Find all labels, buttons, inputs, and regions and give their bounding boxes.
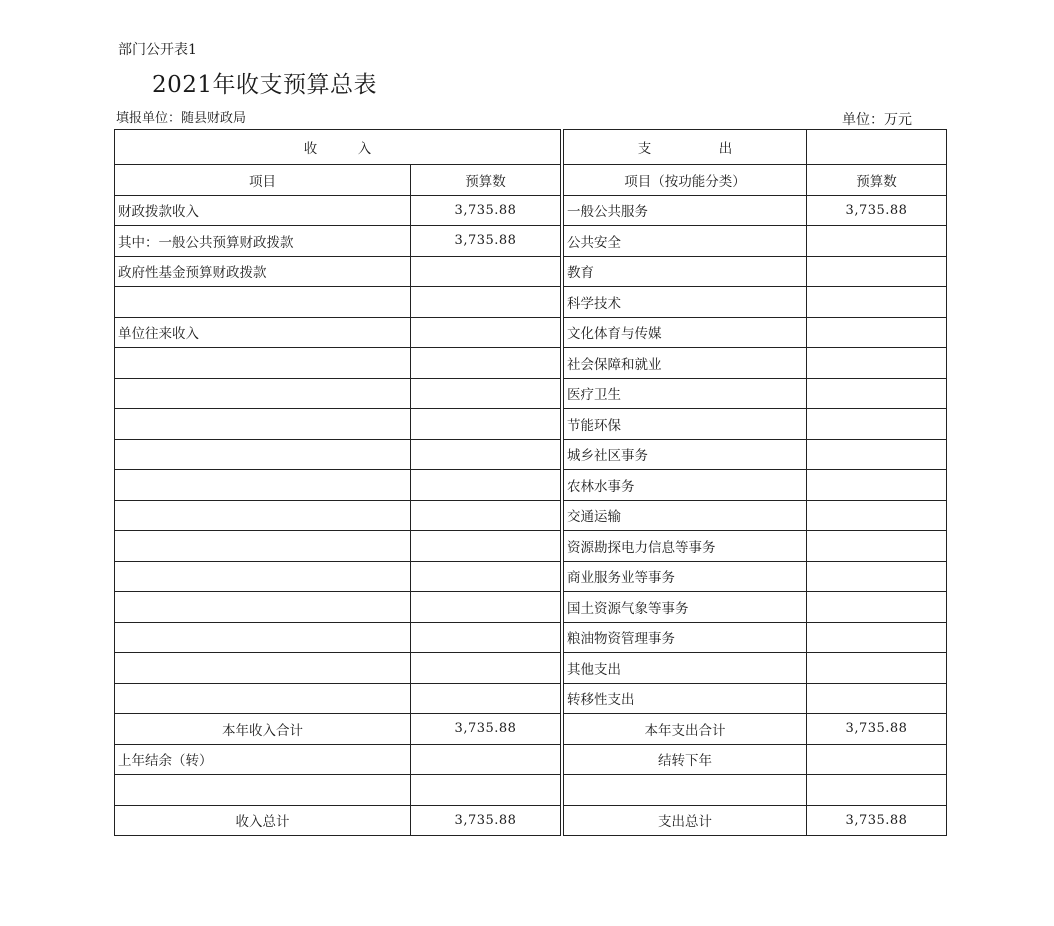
income-item <box>115 439 411 470</box>
expense-item: 城乡社区事务 <box>564 439 807 470</box>
expense-item: 国土资源气象等事务 <box>564 592 807 623</box>
table-row <box>115 256 947 287</box>
income-item <box>115 561 411 592</box>
income-amount <box>411 348 561 379</box>
income-item <box>115 287 411 318</box>
income-item <box>115 348 411 379</box>
income-amount <box>411 622 561 653</box>
expense-item: 科学技术 <box>564 287 807 318</box>
table-row <box>115 622 947 653</box>
expense-item: 节能环保 <box>564 409 807 440</box>
prev-year-balance-amount <box>411 744 561 775</box>
expense-amount: 3,735.88 <box>807 195 947 226</box>
year-income-total-label: 本年收入合计 <box>115 714 411 745</box>
expense-amount <box>807 256 947 287</box>
expense-item: 农林水事务 <box>564 470 807 501</box>
currency-unit: 单位：万元 <box>842 112 912 128</box>
expense-item: 转移性支出 <box>564 683 807 714</box>
income-amount <box>411 409 561 440</box>
income-item <box>115 653 411 684</box>
expense-amount <box>807 683 947 714</box>
blank-row <box>115 775 947 806</box>
carry-forward-amount <box>807 744 947 775</box>
table-row <box>115 409 947 440</box>
year-expense-total-amount: 3,735.88 <box>807 714 947 745</box>
income-item <box>115 378 411 409</box>
table-row <box>115 317 947 348</box>
income-item: 其中：一般公共预算财政拨款 <box>115 226 411 257</box>
income-amount <box>411 683 561 714</box>
expense-amount <box>807 378 947 409</box>
expense-amount <box>807 653 947 684</box>
expense-amount <box>807 348 947 379</box>
year-expense-total-label: 本年支出合计 <box>564 714 807 745</box>
expense-amount <box>807 622 947 653</box>
column-header-row <box>115 165 947 196</box>
expense-amount <box>807 226 947 257</box>
income-amount <box>411 317 561 348</box>
expense-grand-total-amount: 3,735.88 <box>807 805 947 836</box>
table-row <box>115 195 947 226</box>
table-row <box>115 439 947 470</box>
expense-item: 交通运输 <box>564 500 807 531</box>
income-amount <box>411 287 561 318</box>
income-amount <box>411 439 561 470</box>
income-item <box>115 622 411 653</box>
expense-amount <box>807 317 947 348</box>
table-row <box>115 500 947 531</box>
page-title: 2021年收支预算总表 <box>152 72 378 98</box>
table-row <box>115 561 947 592</box>
prev-year-balance-label: 上年结余（转） <box>115 744 411 775</box>
expense-amount <box>807 439 947 470</box>
income-amount <box>411 378 561 409</box>
income-amount <box>411 256 561 287</box>
grand-total-row <box>115 805 947 836</box>
income-section-header: 收 入 <box>115 130 561 165</box>
expense-item: 商业服务业等事务 <box>564 561 807 592</box>
section-header-row <box>115 130 947 165</box>
reporting-unit: 填报单位：随县财政局 <box>116 111 247 126</box>
income-item <box>115 500 411 531</box>
expense-item: 一般公共服务 <box>564 195 807 226</box>
table-row <box>115 531 947 562</box>
expense-grand-total-label: 支出总计 <box>564 805 807 836</box>
expense-item: 文化体育与传媒 <box>564 317 807 348</box>
income-item <box>115 592 411 623</box>
carry-forward-label: 结转下年 <box>564 744 807 775</box>
income-amount <box>411 653 561 684</box>
income-amount: 3,735.88 <box>411 226 561 257</box>
income-item <box>115 470 411 501</box>
expense-item: 社会保障和就业 <box>564 348 807 379</box>
expense-item: 其他支出 <box>564 653 807 684</box>
income-item <box>115 531 411 562</box>
income-item <box>115 409 411 440</box>
income-item <box>115 683 411 714</box>
expense-amount <box>807 287 947 318</box>
income-amount-header: 预算数 <box>411 165 561 196</box>
expense-amount <box>807 470 947 501</box>
year-income-total-amount: 3,735.88 <box>411 714 561 745</box>
income-item: 财政拨款收入 <box>115 195 411 226</box>
table-row <box>115 653 947 684</box>
expense-amount <box>807 592 947 623</box>
income-item-header: 项目 <box>115 165 411 196</box>
balance-row <box>115 744 947 775</box>
expense-section-header: 支 出 <box>564 130 807 165</box>
expense-item: 粮油物资管理事务 <box>564 622 807 653</box>
expense-amount <box>807 409 947 440</box>
table-row <box>115 592 947 623</box>
table-row <box>115 683 947 714</box>
income-item: 政府性基金预算财政拨款 <box>115 256 411 287</box>
income-amount <box>411 561 561 592</box>
income-amount <box>411 500 561 531</box>
income-grand-total-label: 收入总计 <box>115 805 411 836</box>
income-amount <box>411 592 561 623</box>
expense-item: 资源勘探电力信息等事务 <box>564 531 807 562</box>
expense-amount <box>807 500 947 531</box>
income-grand-total-amount: 3,735.88 <box>411 805 561 836</box>
expense-item: 医疗卫生 <box>564 378 807 409</box>
expense-amount-header: 预算数 <box>807 165 947 196</box>
income-item: 单位往来收入 <box>115 317 411 348</box>
income-amount <box>411 531 561 562</box>
expense-amount <box>807 531 947 562</box>
table-row <box>115 378 947 409</box>
table-row <box>115 470 947 501</box>
table-row <box>115 348 947 379</box>
expense-section-header-blank <box>807 130 947 165</box>
table-row <box>115 287 947 318</box>
expense-amount <box>807 561 947 592</box>
year-total-row <box>115 714 947 745</box>
expense-item-header: 项目（按功能分类） <box>564 165 807 196</box>
expense-item: 教育 <box>564 256 807 287</box>
table-row <box>115 226 947 257</box>
expense-item: 公共安全 <box>564 226 807 257</box>
income-amount <box>411 470 561 501</box>
form-number: 部门公开表1 <box>118 42 197 58</box>
income-amount: 3,735.88 <box>411 195 561 226</box>
budget-summary-table <box>114 129 947 836</box>
